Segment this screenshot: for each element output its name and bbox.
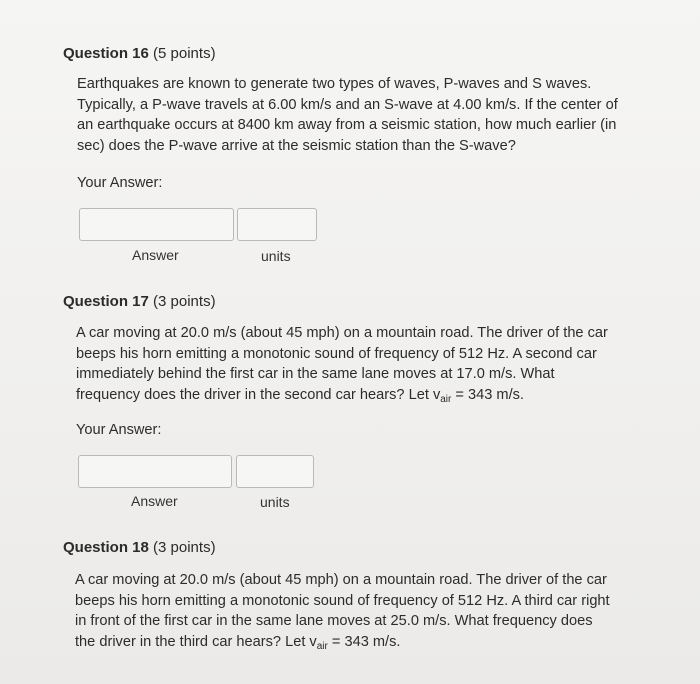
question-16-units-input[interactable] [237,208,317,241]
question-18-line-suffix: = 343 m/s. [327,633,401,650]
question-17-line: beeps his horn emitting a monotonic sound of frequency of 512 Hz. A second car [76,345,597,362]
question-18-line: beeps his horn emitting a monotonic sound of frequency of 512 Hz. A third car right [75,592,610,609]
question-17 [63,293,216,310]
question-16-number: Question 16 [63,45,149,62]
question-17-units-label: units [260,494,290,510]
v-air-subscript: air [316,640,328,652]
question-17-answer-label: Answer [131,493,178,509]
question-17-title [63,293,216,310]
question-18-title [63,539,216,556]
question-17-answer-input[interactable] [78,455,232,488]
question-17-points: (3 points) [153,293,216,310]
question-17-line [76,385,608,406]
question-17-line: immediately behind the first car in the same lane moves at 17.0 m/s. What [76,366,555,382]
question-18-line-prefix: the driver in the third car hears? Let v [75,633,317,650]
question-17-units-input[interactable] [236,455,314,488]
question-17-text [76,323,608,405]
question-17-line: A car moving at 20.0 m/s (about 45 mph) on a mountain road. The driver of the car [76,325,608,341]
question-16 [63,45,216,62]
question-18-line: A car moving at 20.0 m/s (about 45 mph) on a mountain road. The driver of the car [75,572,607,588]
question-18-line: in front of the first car in the same lane moves at 25.0 m/s. What frequency does [75,613,593,629]
question-17-your-answer-label: Your Answer: [76,422,162,438]
question-17-number: Question 17 [63,293,149,310]
question-18-text [75,570,610,652]
question-16-line: sec) does the P-wave arrive at the seismic station than the S-wave? [77,137,516,154]
question-18 [63,539,216,556]
question-18-points: (3 points) [153,539,216,556]
question-16-points: (5 points) [153,45,216,62]
question-16-line: Earthquakes are known to generate two types of waves, P-waves and S waves. [77,76,592,92]
question-16-title [63,45,216,62]
question-18-number: Question 18 [63,539,149,556]
question-16-your-answer-label: Your Answer: [77,175,163,191]
question-16-line: an earthquake occurs at 8400 km away from a seismic station, how much earlier (in [77,117,617,133]
v-air-subscript: air [440,393,452,405]
question-17-line-prefix: frequency does the driver in the second car hears? Let v [76,386,441,403]
question-16-units-label: units [261,248,291,264]
question-16-text [77,74,618,156]
question-16-answer-label: Answer [132,247,179,263]
question-17-line-suffix: = 343 m/s. [451,386,524,403]
question-18-line [75,632,610,653]
question-16-answer-input[interactable] [79,208,234,241]
question-16-line: Typically, a P-wave travels at 6.00 km/s and an S-wave at 4.00 km/s. If the center of [77,96,618,113]
